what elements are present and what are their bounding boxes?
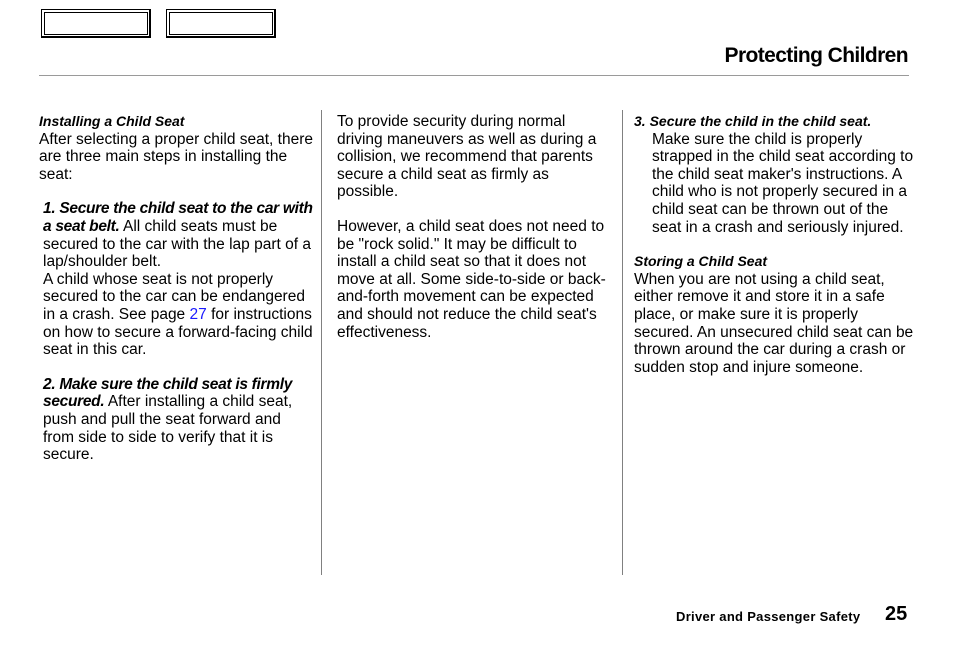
- step-1-heading: 1. Secure the child seat to the car with a seat belt.: [43, 200, 313, 235]
- storing-paragraph: When you are not using a child seat, either remove it and store it in a safe place, or make sure it is properly secured. An unsecured child seat can be thrown around the car during a crash or sudden stop and injure someone.: [634, 270, 914, 376]
- column-left: [39, 113, 314, 464]
- page-reference-link[interactable]: 27: [189, 305, 207, 323]
- step-1: [39, 200, 314, 270]
- column-divider: [622, 110, 623, 575]
- step-2: [39, 376, 314, 464]
- step-1-warning-text-end: for instructions on how to secure a forward-facing child seat in this car.: [43, 305, 313, 359]
- page-number: 25: [885, 603, 908, 625]
- step-2-heading: 2. Make sure the child seat is firmly secured.: [43, 375, 293, 411]
- section-footer-label: Driver and Passenger Safety: [676, 609, 861, 624]
- title-divider: [39, 75, 909, 76]
- previous-page-button[interactable]: [41, 9, 151, 38]
- step-3-heading: 3. Secure the child in the child seat.: [634, 113, 872, 129]
- movement-paragraph: However, a child seat does not need to be "rock solid." It may be difficult to install a child seat so that it does not move at all. Some side-to-side or back-and-forth movement can be expected and should not reduce the child seat's effectiveness.: [337, 217, 606, 341]
- step-2-text: After installing a child seat, push and pull the seat forward and from side to side to verify that it is secure.: [43, 393, 293, 464]
- column-middle: [337, 113, 607, 341]
- step-1-text: All child seats must be secured to the car with the lap part of a lap/shoulder belt.: [43, 217, 311, 271]
- step-3-text: Make sure the child is properly strapped in the child seat according to the child seat maker's instructions. A child who is not properly secured in a child seat can be thrown out of the seat in a crash and seriously injured.: [652, 130, 914, 236]
- page-title: Protecting Children: [724, 44, 908, 67]
- next-page-button[interactable]: [166, 9, 276, 38]
- security-paragraph: To provide security during normal driving maneuvers as well as during a collision, we recommend that parents secure a child seat as firmly as possible.: [337, 113, 597, 201]
- intro-paragraph: After selecting a proper child seat, there are three main steps in installing the seat:: [39, 130, 313, 183]
- step-1-warning: [39, 271, 314, 359]
- button-frame: [169, 12, 273, 35]
- button-frame: [44, 12, 148, 35]
- column-divider: [321, 110, 322, 575]
- column-right: [634, 113, 914, 376]
- section-subheading: Installing a Child Seat: [39, 113, 185, 129]
- section-subheading: Storing a Child Seat: [634, 253, 768, 270]
- step-1-warning-text: A child whose seat is not properly secured to the car can be endangered in a crash. See page: [43, 270, 305, 323]
